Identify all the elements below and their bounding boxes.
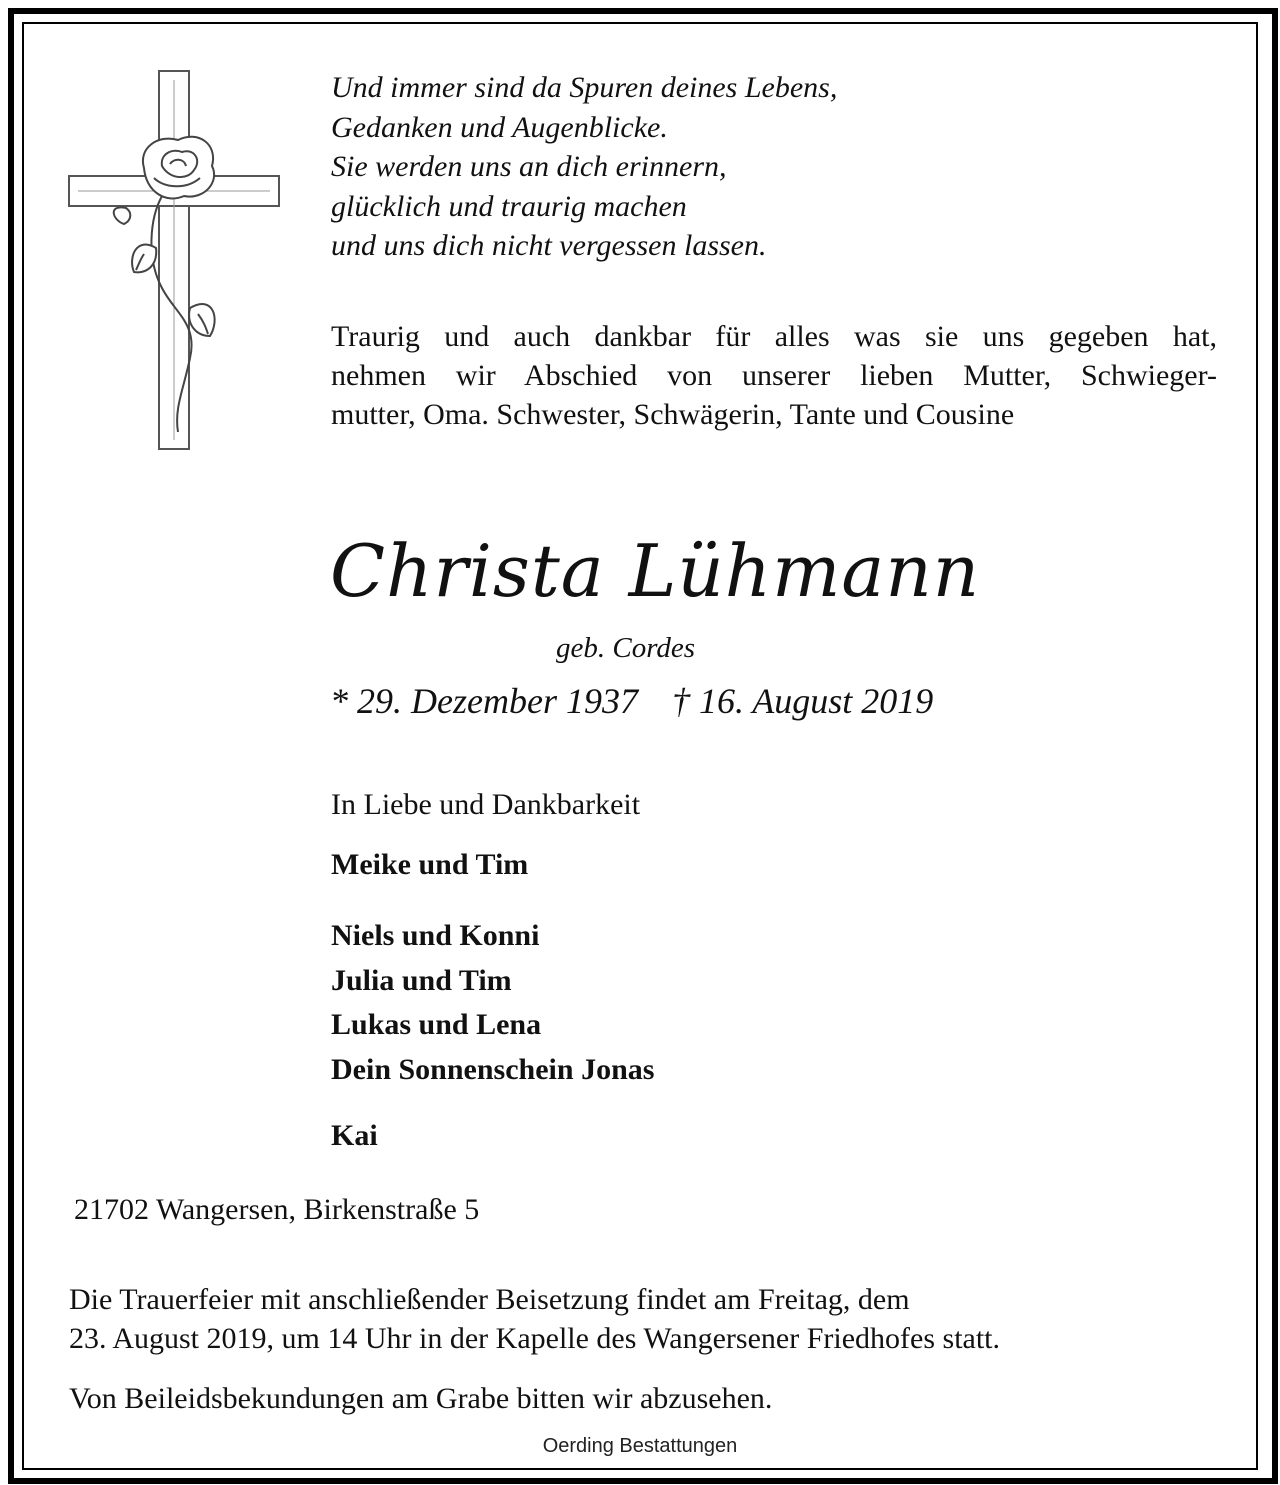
poem-line: Und immer sind da Spuren deines Lebens, [331,71,838,104]
intro-line: mutter, Oma. Schwester, Schwägerin, Tante und Cousine [331,398,1015,431]
family-group-2 [331,914,654,1092]
birth-date: * 29. Dezember 1937 [330,681,638,721]
family-member: Niels und Konni [331,919,540,952]
intro-line: nehmen wir Abschied von unserer lieben Mutter, Schwieger- [331,359,1217,392]
deceased-name: Christa Lühmann [330,529,981,613]
intro-text [331,317,1217,434]
family-group-3 [331,1114,378,1159]
life-dates [330,680,1070,722]
family-member: Dein Sonnenschein Jonas [331,1052,655,1086]
death-date: † 16. August 2019 [671,681,934,721]
address: 21702 Wangersen, Birkenstraße 5 [74,1193,480,1226]
poem-line: Gedanken und Augenblicke. [331,110,668,144]
family-member: Kai [331,1119,378,1152]
notice-line: 23. August 2019, um 14 Uhr in der Kapelle des Wangersener Friedhofes statt. [69,1322,1001,1355]
funeral-home-credit: Oerding Bestattungen [542,1435,738,1457]
family-member: Julia und Tim [331,963,512,997]
poem-line: glücklich und traurig machen [331,189,687,223]
poem-line: Sie werden uns an dich erinnern, [331,150,727,183]
condolence-request: Von Beileidsbekundungen am Grabe bitten wir abzusehen. [69,1382,773,1415]
family-group-1 [331,843,528,888]
poem-line: und uns dich nicht vergessen lassen. [331,229,767,262]
cross-with-rose-icon [66,68,282,452]
notice-line: Die Trauerfeier mit anschließender Beisetzung findet am Freitag, dem [69,1283,910,1316]
intro-line: Traurig und auch dankbar für alles was sie uns gegeben hat, [331,320,1217,353]
funeral-notice [69,1280,1209,1358]
family-member: Meike und Tim [331,848,529,881]
family-member: Lukas und Lena [331,1008,542,1041]
closing-phrase: In Liebe und Dankbarkeit [331,788,641,821]
poem [331,68,1031,266]
birth-name: geb. Cordes [556,632,696,664]
